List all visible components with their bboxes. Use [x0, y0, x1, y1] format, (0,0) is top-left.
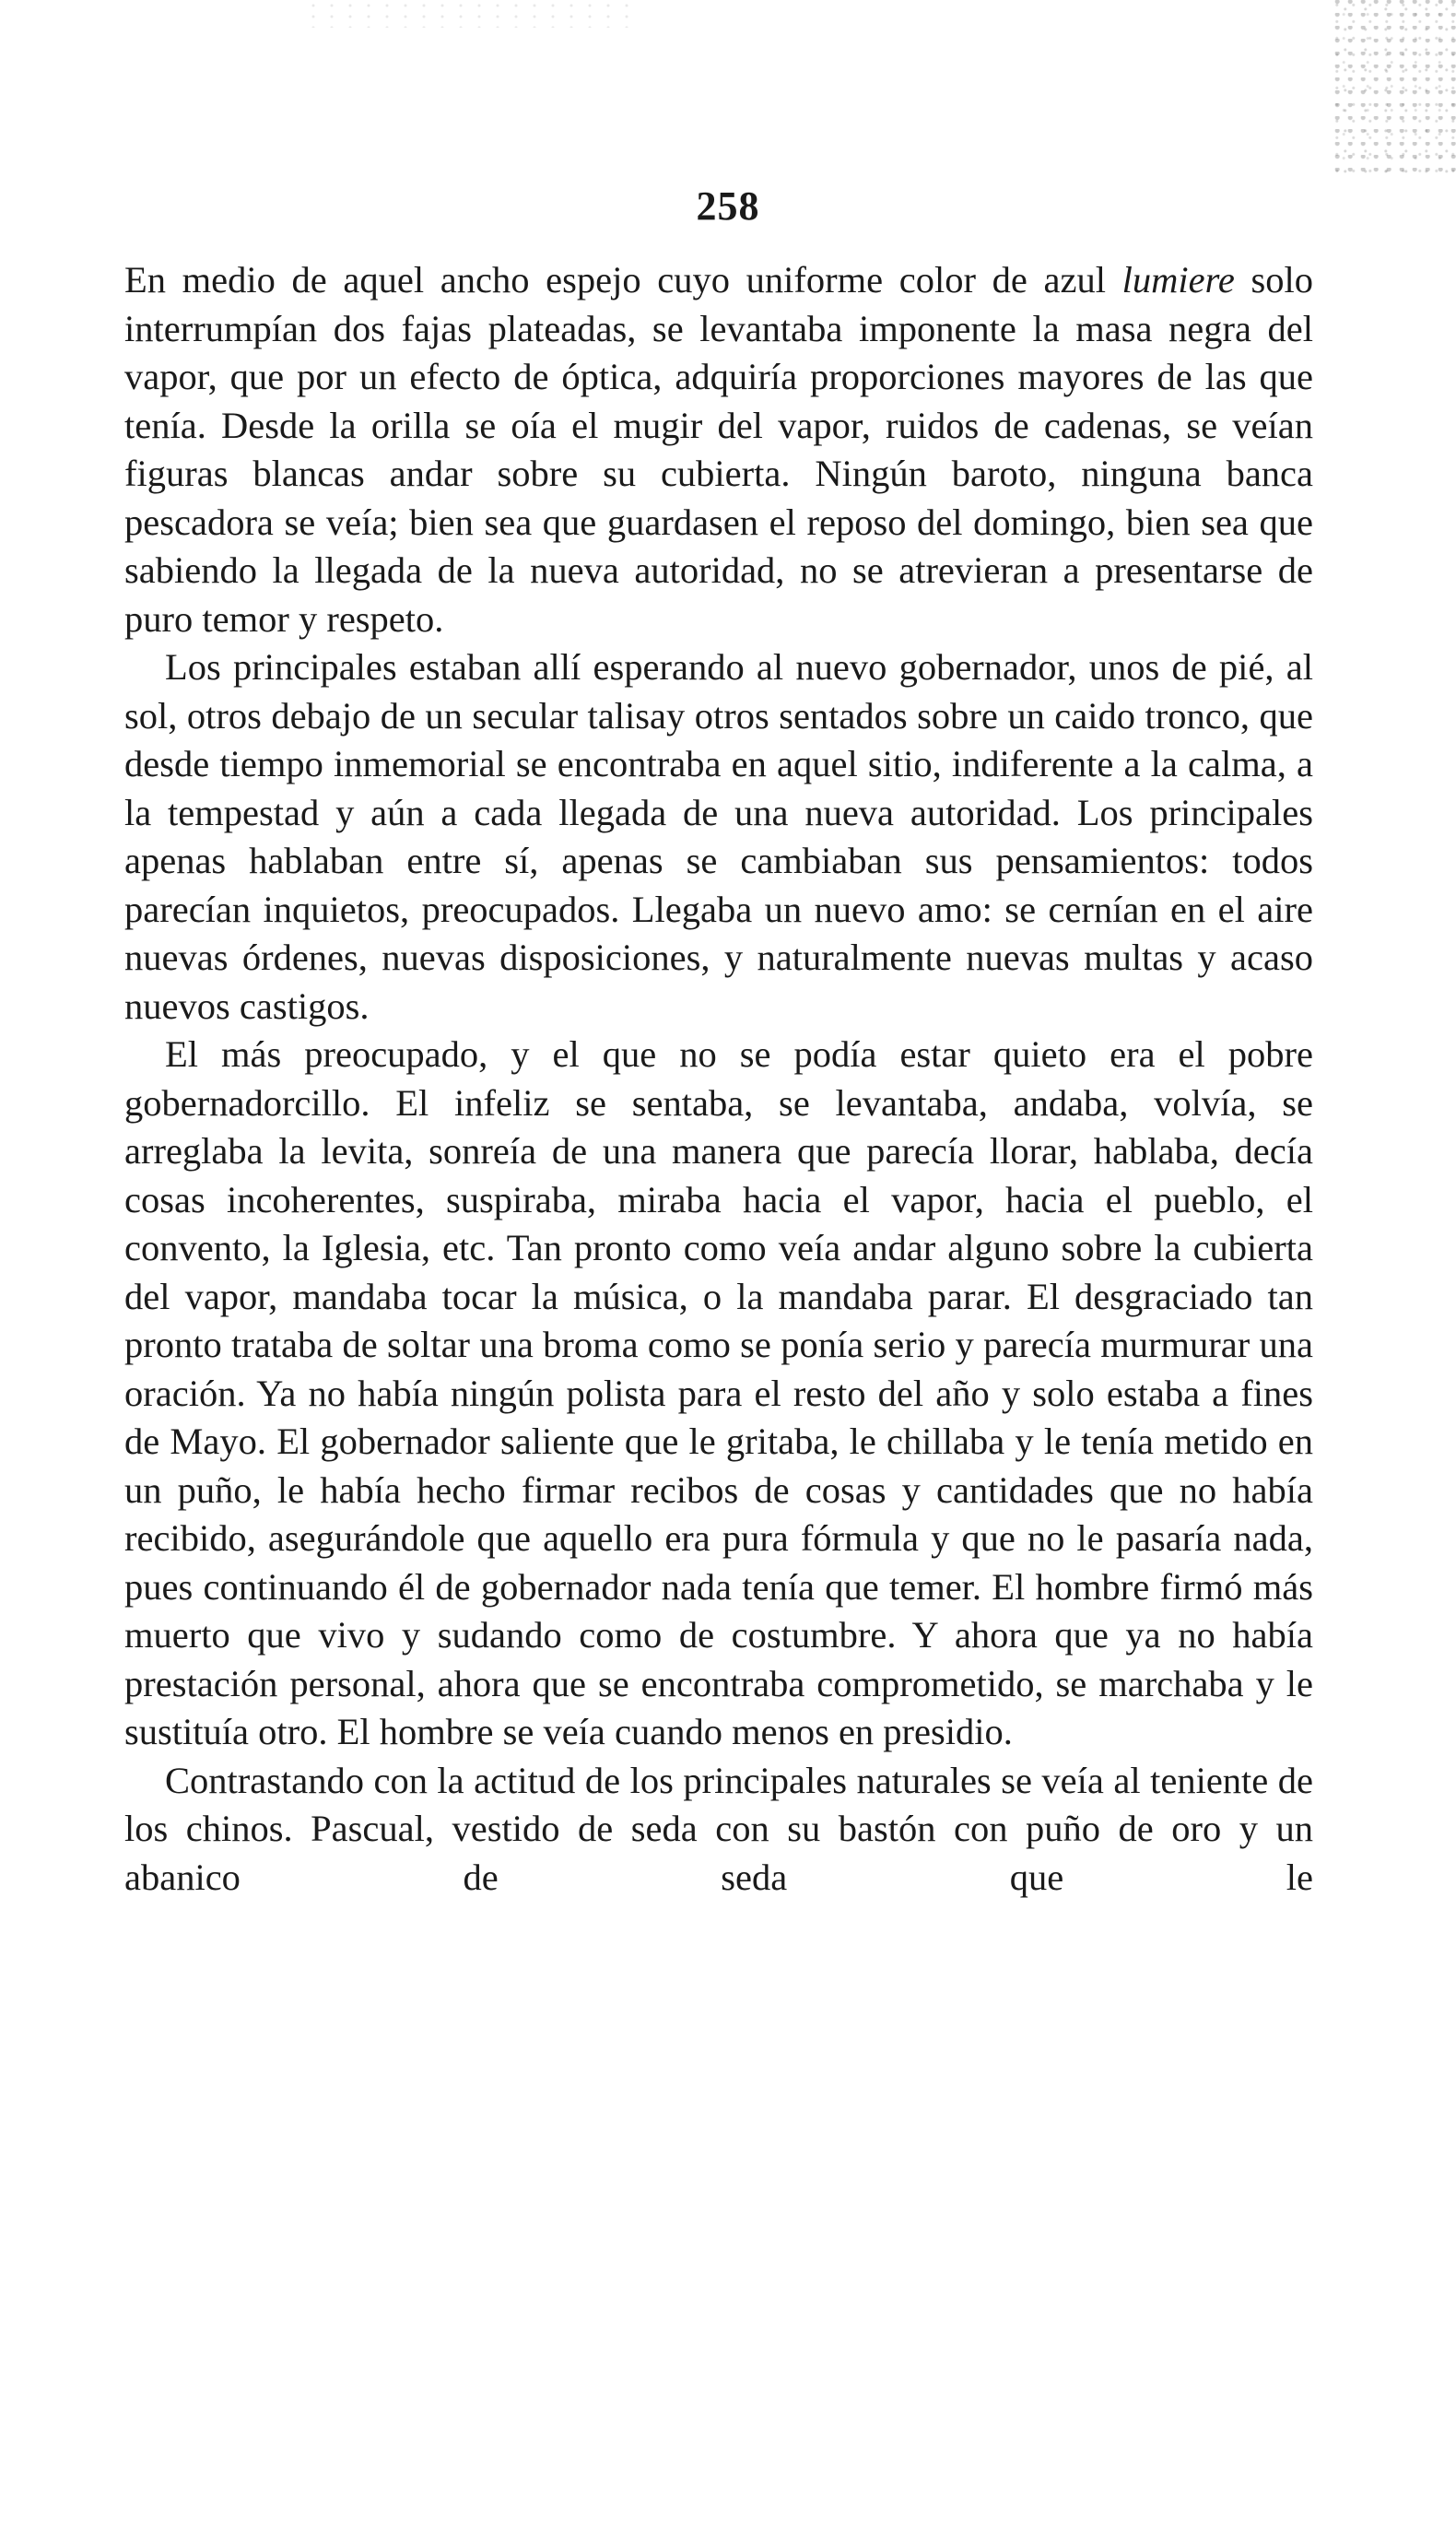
- paragraph-2: Los principales estaban allí esperando al nuevo gobernador, unos de pié, al sol, otros debajo de un secular talisay otros sentados sobre un caido tronco, que desde tiempo inmemorial se encontraba en aquel sitio, indiferente a la calma, a la tempestad y aún a cada llegada de una nueva autoridad. Los principales apenas hablaban entre sí, apenas se cambiaban sus pensamientos: todos parecían inquietos, preocupados. Llegaba un nuevo amo: se cernían en el aire nuevas órdenes, nuevas disposiciones, y naturalmente nuevas multas y acaso nuevos castigos.: [124, 646, 1313, 1027]
- paragraph-4: Contrastando con la actitud de los principales naturales se veía al teniente de los chinos. Pascual, vestido de seda con su bastón con puño de oro y un abanico de seda que le: [124, 1759, 1313, 1898]
- paragraph-1: En medio de aquel ancho espejo cuyo uniforme color de azul lumiere solo interrumpían dos fajas plateadas, se levantaba imponente la masa negra del vapor, que por un efecto de óptica, adquiría proporciones mayores de las que tenía. Desde la orilla se oía el mugir del vapor, ruidos de cadenas, se veían figuras blancas andar sobre su cubierta. Ningún baroto, ninguna banca pescadora se veía; bien sea que guardasen el reposo del domingo, bien sea que sabiendo la llegada de la nueva autoridad, no se atrevieran a presentarse de puro temor y respeto.: [124, 259, 1313, 640]
- scan-noise-top: [304, 0, 636, 28]
- scan-noise: [1327, 0, 1456, 175]
- italic-word: lumiere: [1121, 259, 1235, 301]
- body-text: [124, 256, 1313, 1902]
- page-number: 258: [696, 183, 760, 229]
- paragraph-3: El más preocupado, y el que no se podía estar quieto era el pobre gobernadorcillo. El infeliz se sentaba, se levantaba, andaba, volvía, se arreglaba la levita, sonreía de una manera que parecía llorar, hablaba, decía cosas incoherentes, suspiraba, miraba hacia el vapor, hacia el pueblo, el convento, la Iglesia, etc. Tan pronto como veía andar alguno sobre la cubierta del vapor, mandaba tocar la música, o la mandaba parar. El desgraciado tan pronto trataba de soltar una broma como se ponía serio y parecía murmurar una oración. Ya no había ningún polista para el resto del año y solo estaba a fines de Mayo. El gobernador saliente que le gritaba, le chillaba y le tenía metido en un puño, le había hecho firmar recibos de cosas y cantidades que no había recibido, asegurándole que aquello era pura fórmula y que no le pasaría nada, pues continuando él de gobernador nada tenía que temer. El hombre firmó más muerto que vivo y sudando como de costumbre. Y ahora que ya no había prestación personal, ahora que se encontraba comprometido, se marchaba y le sustituía otro. El hombre se veía cuando menos en presidio.: [124, 1033, 1313, 1752]
